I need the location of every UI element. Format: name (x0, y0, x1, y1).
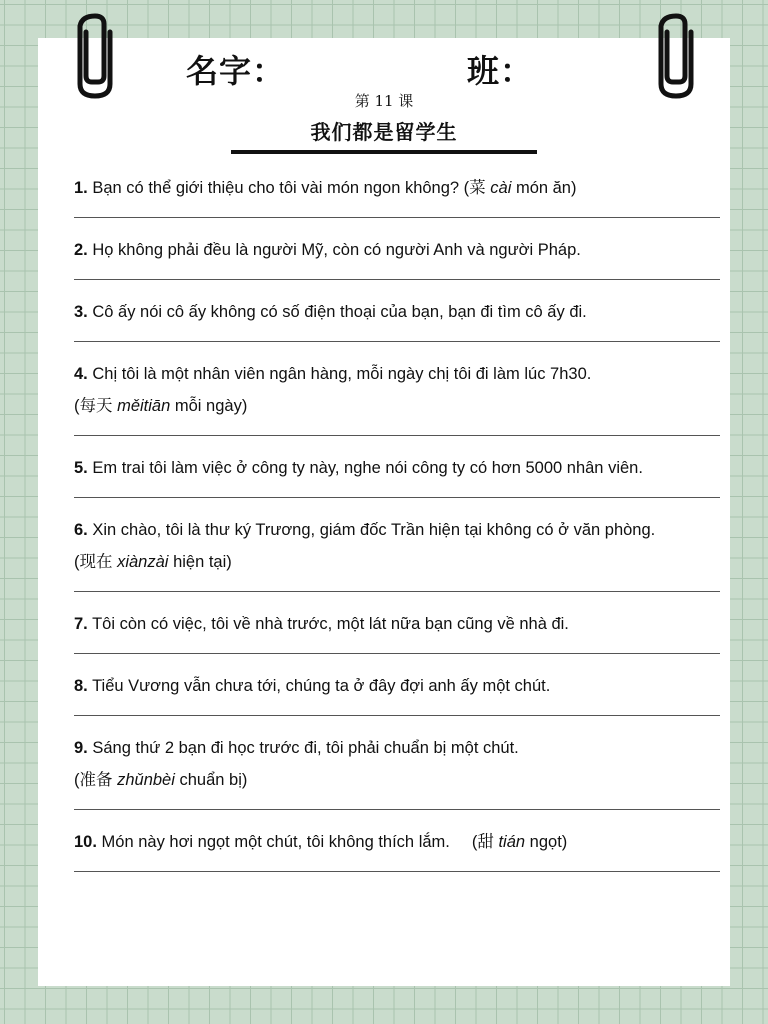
question-text: 3. Cô ấy nói cô ấy không có số điện thoại của bạn, bạn đi tìm cô ấy đi. (74, 303, 587, 321)
answer-line-9[interactable] (74, 809, 720, 810)
paperclip-icon (72, 12, 118, 100)
question-text: 9. Sáng thứ 2 bạn đi học trước đi, tôi phải chuẩn bị một chút. (74, 739, 519, 757)
question-6 (74, 518, 720, 592)
name-label: 名字： (186, 52, 286, 90)
vocab-note: (现在 xiànzài hiện tại) (74, 553, 232, 571)
answer-line-5[interactable] (74, 497, 720, 498)
question-text: 4. Chị tôi là một nhân viên ngân hàng, mỗi ngày chị tôi đi làm lúc 7h30. (74, 365, 592, 383)
lesson-number: 第 11 课 (354, 92, 414, 110)
answer-line-7[interactable] (74, 653, 720, 654)
title-underline (231, 150, 537, 154)
vocab-note: (准备 zhǔnbèi chuẩn bị) (74, 771, 248, 789)
question-list (74, 176, 720, 892)
question-5 (74, 456, 720, 498)
question-text: 8. Tiểu Vương vẫn chưa tới, chúng ta ở đây đợi anh ấy một chút. (74, 677, 551, 695)
question-10 (74, 830, 720, 872)
question-2 (74, 238, 720, 280)
answer-line-10[interactable] (74, 871, 720, 872)
answer-line-4[interactable] (74, 435, 720, 436)
question-8 (74, 674, 720, 716)
question-text: 2. Họ không phải đều là người Mỹ, còn có người Anh và người Pháp. (74, 241, 581, 259)
question-text: 1. Bạn có thể giới thiệu cho tôi vài món ngon không? (菜 cài món ăn) (74, 179, 577, 197)
paperclip-icon (653, 12, 699, 100)
question-1 (74, 176, 720, 218)
question-text: 10. Món này hơi ngọt một chút, tôi không thích lắm. (甜 tián ngọt) (74, 833, 568, 851)
question-7 (74, 612, 720, 654)
question-9 (74, 736, 720, 810)
answer-line-2[interactable] (74, 279, 720, 280)
vocab-note: (每天 měitiān mỗi ngày) (74, 397, 248, 415)
answer-line-1[interactable] (74, 217, 720, 218)
question-text: 6. Xin chào, tôi là thư ký Trương, giám đốc Trần hiện tại không có ở văn phòng. (74, 521, 656, 539)
question-text: 5. Em trai tôi làm việc ở công ty này, nghe nói công ty có hơn 5000 nhân viên. (74, 459, 643, 477)
class-label: 班： (467, 52, 534, 90)
question-text: 7. Tôi còn có việc, tôi về nhà trước, một lát nữa bạn cũng về nhà đi. (74, 615, 569, 633)
answer-line-3[interactable] (74, 341, 720, 342)
question-3 (74, 300, 720, 342)
question-4 (74, 362, 720, 436)
answer-line-6[interactable] (74, 591, 720, 592)
lesson-title: 我们都是留学生 (310, 120, 458, 144)
answer-line-8[interactable] (74, 715, 720, 716)
